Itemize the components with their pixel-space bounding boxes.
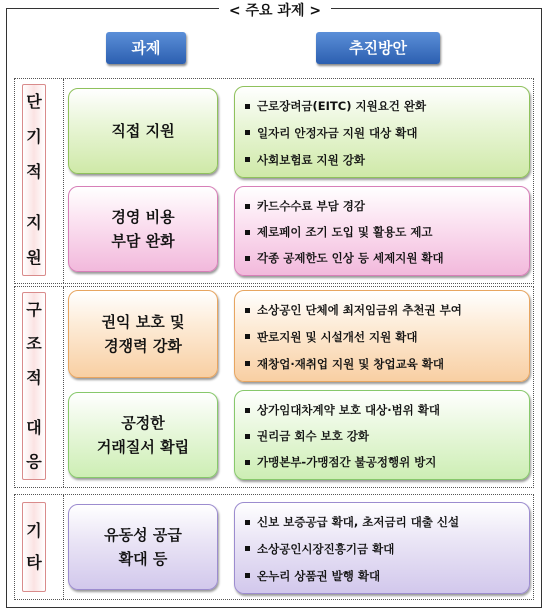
section-divider (63, 79, 64, 283)
plan-item (245, 541, 521, 557)
section-divider (63, 287, 64, 487)
bullet-icon (245, 334, 250, 339)
task-line: 권익 보호 및 (101, 313, 185, 331)
plan-text: 일자리 안정자금 지원 대상 확대 (257, 125, 418, 140)
bullet-icon (245, 573, 250, 578)
plan-item (245, 568, 521, 584)
task-line: 부담 완화 (111, 232, 175, 250)
plan-text: 권리금 회수 보호 강화 (257, 429, 369, 443)
plan-item (245, 98, 521, 114)
header-plan: 추진방안 (316, 32, 440, 64)
category-char: 지 (26, 212, 42, 232)
bullet-icon (245, 361, 250, 366)
plan-item (245, 125, 521, 141)
plan-text: 소상공인시장진흥기금 확대 (257, 541, 395, 556)
task-liquidity (68, 504, 218, 590)
plan-box-fair-trade (234, 390, 530, 480)
plan-box-direct-support (234, 86, 530, 178)
plan-text: 재창업·재취업 지원 및 창업교육 확대 (257, 356, 445, 371)
plan-item (245, 514, 521, 530)
category-char: 구 (26, 300, 42, 319)
bullet-icon (245, 546, 250, 551)
header-task: 과제 (106, 32, 186, 64)
task-line: 경쟁력 강화 (104, 337, 182, 355)
task-line: 경영 비용 (111, 208, 175, 226)
category-char: 단 (26, 92, 42, 112)
plan-box-liquidity (234, 502, 530, 594)
bullet-icon (245, 157, 250, 162)
task-cost-relief (68, 186, 218, 272)
category-char: 기 (26, 521, 42, 540)
bullet-icon (245, 408, 250, 413)
task-fair-trade (68, 392, 218, 478)
section-divider (63, 495, 64, 599)
plan-text: 소상공인 단체에 최저임금위 추천권 부여 (257, 303, 462, 318)
diagram-title: < 주요 과제 > (219, 3, 331, 19)
bullet-icon (245, 434, 250, 439)
bullet-icon (245, 256, 250, 261)
category-structural (22, 292, 46, 480)
bullet-icon (245, 308, 250, 313)
category-char: 기 (26, 126, 42, 146)
category-char: 적 (26, 161, 42, 181)
task-line: 확대 등 (118, 550, 168, 568)
plan-text: 온누리 상품권 발행 확대 (257, 568, 381, 583)
plan-item (245, 329, 521, 345)
plan-text: 카드수수료 부담 경감 (257, 199, 365, 213)
plan-item (245, 454, 521, 470)
category-char: 적 (26, 368, 42, 387)
category-char: 응 (26, 452, 42, 471)
plan-item (245, 302, 521, 318)
plan-item (245, 224, 521, 240)
bullet-icon (245, 230, 250, 235)
category-char: 원 (26, 247, 42, 267)
task-line: 거래질서 확립 (96, 438, 190, 456)
plan-item (245, 250, 521, 266)
category-char: 타 (26, 553, 42, 572)
category-other (22, 502, 46, 592)
plan-item (245, 356, 521, 372)
plan-box-cost-relief (234, 186, 530, 276)
category-char: 조 (26, 334, 42, 353)
plan-text: 상가임대차계약 보호 대상·범위 확대 (257, 403, 441, 417)
bullet-icon (245, 520, 250, 525)
plan-box-rights-protection (234, 290, 530, 382)
task-line: 공정한 (121, 414, 165, 432)
plan-text: 제로페이 조기 도입 및 활용도 제고 (257, 225, 433, 239)
plan-text: 가맹본부-가맹점간 불공정행위 방지 (257, 455, 437, 469)
plan-item (245, 402, 521, 418)
plan-item (245, 198, 521, 214)
bullet-icon (245, 130, 250, 135)
task-line: 직접 지원 (111, 122, 175, 140)
plan-text: 각종 공제한도 인상 등 세제지원 확대 (257, 251, 444, 265)
title-wrap (0, 0, 550, 18)
plan-text: 판로지원 및 시설개선 지원 확대 (257, 329, 418, 344)
task-line: 유동성 공급 (104, 526, 182, 544)
category-char: 대 (26, 418, 42, 437)
category-short-term (22, 84, 46, 276)
task-rights-protection (68, 290, 218, 378)
plan-item (245, 428, 521, 444)
plan-text: 사회보험료 지원 강화 (257, 152, 365, 167)
plan-text: 근로장려금(EITC) 지원요건 완화 (257, 99, 427, 114)
plan-item (245, 152, 521, 168)
bullet-icon (245, 104, 250, 109)
bullet-icon (245, 460, 250, 465)
bullet-icon (245, 204, 250, 209)
task-direct-support (68, 88, 218, 174)
plan-text: 신보 보증공급 확대, 초저금리 대출 신설 (257, 515, 460, 530)
